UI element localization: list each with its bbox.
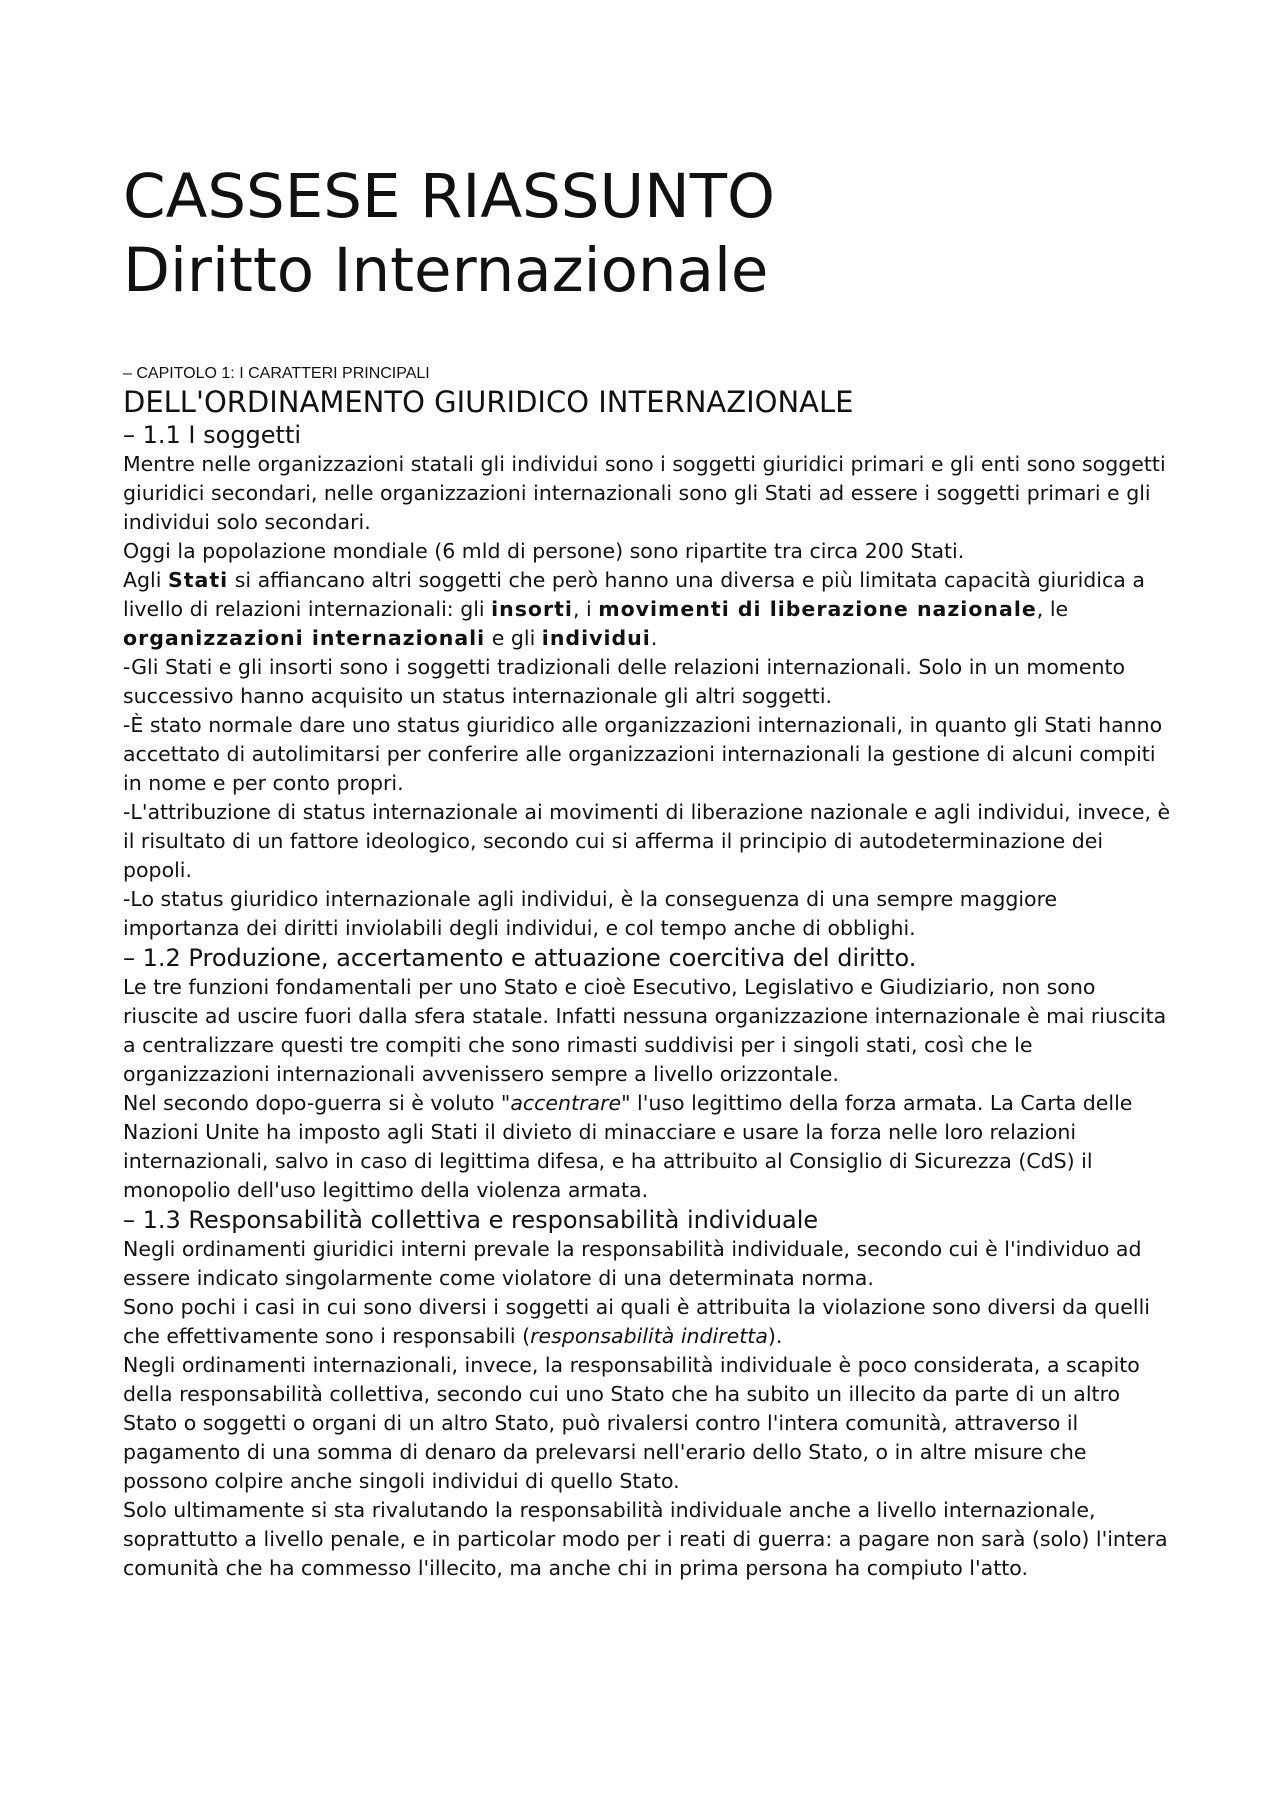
paragraph <box>123 885 1173 943</box>
chapter-prefix: – CAPITOLO 1: I CARATTERI PRINCIPALI <box>123 365 430 382</box>
bold-term: Stati <box>167 568 229 592</box>
paragraph <box>123 653 1173 711</box>
document-title <box>123 160 1173 308</box>
paragraph <box>123 566 1173 653</box>
bold-term: movimenti di liberazione nazionale <box>598 597 1037 621</box>
text-run: -È stato normale dare uno status giuridico alle organizzazioni internazionali, in quanto gli Stati hanno accettato di autolimitarsi per conferire alle organizzazioni internazionali la gestione di alcuni compiti in nome e per conto propri. <box>123 713 1163 795</box>
document-content <box>123 160 1173 1583</box>
italic-term: accentrare <box>510 1091 622 1115</box>
text-run: Nel secondo dopo-guerra si è voluto " <box>123 1091 511 1115</box>
text-run: " l'uso legittimo della forza armata. La Carta delle Nazioni Unite ha imposto agli Stati il divieto di minacciare e usare la forza nelle loro relazioni internazionali, salvo in caso di legittima difesa, e ha attribuito al Consiglio di Sicurezza (CdS) il monopolio dell'uso legittimo della violenza armata. <box>123 1091 1133 1202</box>
text-run: Agli <box>123 568 168 592</box>
paragraph <box>123 537 1173 566</box>
title-line-2: Diritto Internazionale <box>123 235 769 306</box>
title-line-1: CASSESE RIASSUNTO <box>123 161 776 232</box>
paragraph <box>123 1293 1173 1351</box>
bold-term: organizzazioni internazionali <box>123 626 486 650</box>
text-run: Solo ultimamente si sta rivalutando la responsabilità individuale anche a livello internazionale, soprattutto a livello penale, e in particolar modo per i reati di guerra: a pagare non sarà (solo) l'intera comunità che ha commesso l'illecito, ma anche chi in prima persona ha compiuto l'atto. <box>123 1498 1168 1580</box>
text-run: Sono pochi i casi in cui sono diversi i soggetti ai quali è attribuita la violazione sono diversi da quelli che effettivamente sono i responsabili ( <box>123 1295 1150 1348</box>
paragraph <box>123 1351 1173 1496</box>
text-run: si affiancano altri soggetti che però hanno una diversa e più limitata capacità giuridica a livello di relazioni internazionali: gli <box>123 568 1145 621</box>
text-run: -Gli Stati e gli insorti sono i soggetti tradizionali delle relazioni internazionali. Solo in un momento successivo hanno acquisito un status internazionale gli altri soggetti. <box>123 655 1126 708</box>
paragraph <box>123 1089 1173 1205</box>
text-run: -Lo status giuridico internazionale agli individui, è la conseguenza di una sempre maggiore importanza dei diritti inviolabili degli individui, e col tempo anche di obblighi. <box>123 887 1058 940</box>
paragraph <box>123 450 1173 537</box>
paragraph <box>123 798 1173 885</box>
paragraph <box>123 1235 1173 1293</box>
section-heading: – 1.3 Responsabilità collettiva e responsabilità individuale <box>123 1206 819 1234</box>
text-run: Oggi la popolazione mondiale (6 mld di persone) sono ripartite tra circa 200 Stati. <box>123 539 965 563</box>
section-heading: – 1.1 I soggetti <box>123 421 302 449</box>
chapter-title: DELL'ORDINAMENTO GIURIDICO INTERNAZIONALE <box>123 385 854 419</box>
text-run: e gli <box>485 626 542 650</box>
sections-container <box>123 420 1173 1583</box>
text-run: Negli ordinamenti giuridici interni prevale la responsabilità individuale, secondo cui è l'individuo ad essere indicato singolarmente come violatore di una determinata norma. <box>123 1237 1142 1290</box>
text-run: . <box>650 626 658 650</box>
paragraph <box>123 1496 1173 1583</box>
text-run: ). <box>767 1324 783 1348</box>
text-run: -L'attribuzione di status internazionale ai movimenti di liberazione nazionale e agli individui, invece, è il risultato di un fattore ideologico, secondo cui si afferma il principio di autodeterminazione dei popoli. <box>123 800 1171 882</box>
text-run: Negli ordinamenti internazionali, invece, la responsabilità individuale è poco considerata, a scapito della responsabilità collettiva, secondo cui uno Stato che ha subito un illecito da parte di un altro Stato o soggetti o organi di un altro Stato, può rivalersi contro l'intera comunità, attraverso il pagamento di una somma di denaro da prelevarsi nell'erario dello Stato, o in altre misure che possono colpire anche singoli individui di quello Stato. <box>123 1353 1140 1493</box>
paragraph <box>123 973 1173 1089</box>
text-run: Mentre nelle organizzazioni statali gli individui sono i soggetti giuridici primari e gli enti sono soggetti giuridici secondari, nelle organizzazioni internazionali sono gli Stati ad essere i soggetti primari e gli individui solo secondari. <box>123 452 1166 534</box>
bold-term: insorti <box>491 597 573 621</box>
italic-term: responsabilità indiretta <box>530 1324 768 1348</box>
paragraph <box>123 711 1173 798</box>
text-run: , le <box>1036 597 1069 621</box>
bold-term: individui <box>541 626 651 650</box>
section-heading: – 1.2 Produzione, accertamento e attuazione coercitiva del diritto. <box>123 944 917 972</box>
text-run: Le tre funzioni fondamentali per uno Stato e cioè Esecutivo, Legislativo e Giudiziario, non sono riuscite ad uscire fuori dalla sfera statale. Infatti nessuna organizzazione internazionale è mai riuscita a centralizzare questi tre compiti che sono rimasti suddivisi per i singoli stati, così che le organizzazioni internazionali avvenissero sempre a livello orizzontale. <box>123 975 1167 1086</box>
text-run: , i <box>572 597 599 621</box>
